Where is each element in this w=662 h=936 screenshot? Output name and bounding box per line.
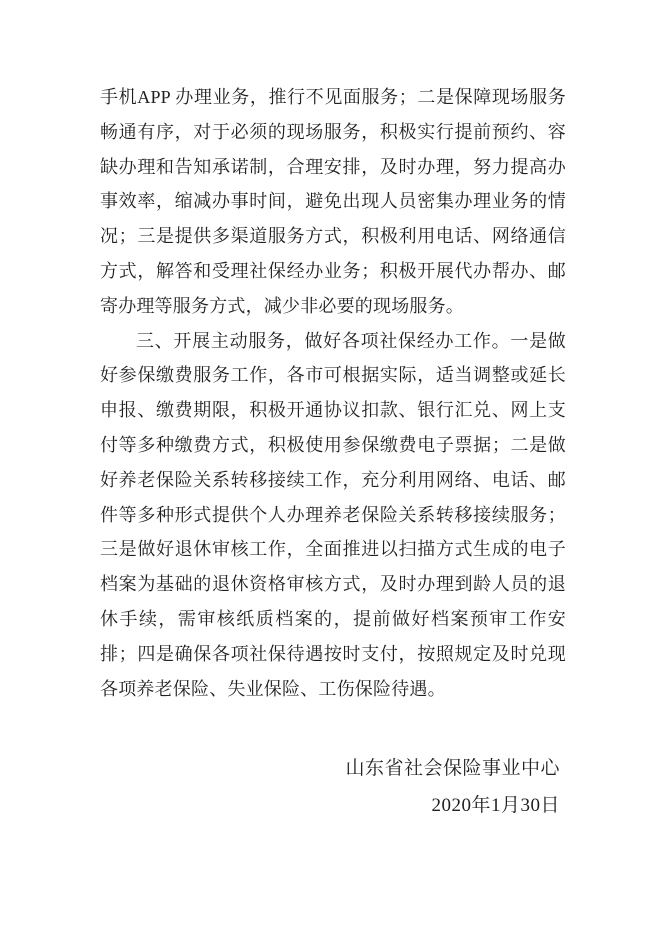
body-paragraph-1: 手机APP 办理业务，推行不见面服务；二是保障现场服务畅通有序，对于必须的现场服务，积极实行提前预约、容缺办理和告知承诺制，合理安排，及时办理，努力提高办事效率，缩减办事时间，避免出现人员密集办理业务的情况；三是提供多渠道服务方式，积极利用电话、网络通信方式，解答和受理社保经办业务；积极开展代办帮办、邮寄办理等服务方式，减少非必要的现场服务。 — [100, 87, 566, 316]
date-line: 2020年1月30日 — [431, 795, 560, 817]
signature-line: 山东省社会保险事业中心 — [345, 758, 560, 780]
body-paragraph-2: 三、开展主动服务，做好各项社保经办工作。一是做好参保缴费服务工作，各市可根据实际，适当调整或延长申报、缴费期限，积极开通协议扣款、银行汇兑、网上支付等多种缴费方式，积极使用参保缴费电子票据；二是做好养老保险关系转移接续工作，充分利用网络、电话、邮件等多种形式提供个人办理养老保险关系转移接续服务；三是做好退休审核工作，全面推进以扫描方式生成的电子档案为基础的退休资格审核方式，及时办理到龄人员的退休手续，需审核纸质档案的，提前做好档案预审工作安排；四是确保各项社保待遇按时支付，按照规定及时兑现各项养老保险、失业保险、工伤保险待遇。 — [100, 330, 566, 699]
document-body — [100, 80, 566, 824]
signature-block — [100, 750, 566, 824]
